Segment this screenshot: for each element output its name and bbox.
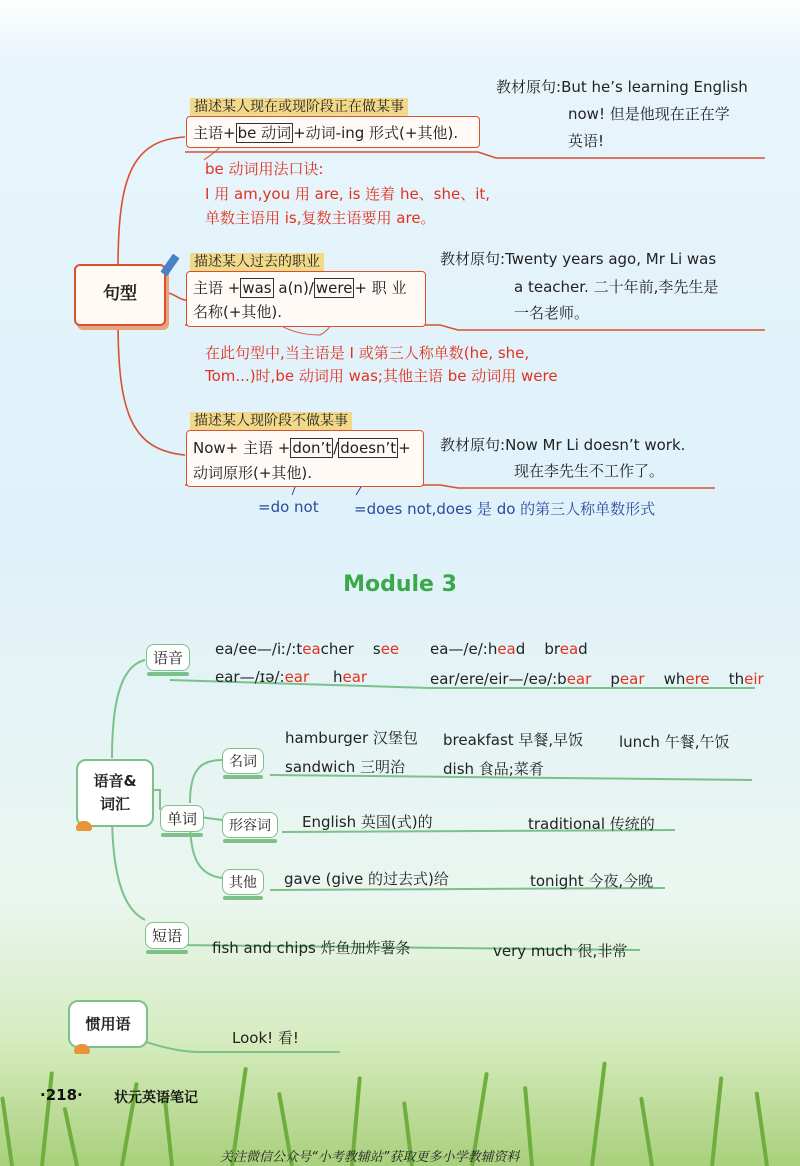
noun-hamburger: hamburger 汉堡包 <box>285 729 418 747</box>
tag-adjectives: 形容词 <box>222 812 278 838</box>
tag-others: 其他 <box>222 869 264 895</box>
page-number: ·218· <box>40 1086 83 1104</box>
pattern-2-orig-line2: a teacher. 二十年前,李先生是 <box>514 278 719 296</box>
node-phonics-vocab-line1: 语音& <box>93 772 137 790</box>
pattern-2-orig: 教材原句:Twenty years ago, Mr Li was <box>440 250 717 268</box>
adj-english: English 英国(式)的 <box>302 813 433 831</box>
node-phonics-vocab-line2: 词汇 <box>99 795 130 813</box>
boxed-were: were <box>315 279 353 297</box>
tag-phonics: 语音 <box>146 644 190 671</box>
pattern-2-note-line1: 在此句型中,当主语是 I 或第三人称单数(he, she, <box>205 344 530 362</box>
phonics-row1-right: ea—/e/:head bread <box>430 640 588 658</box>
tag-nouns: 名词 <box>222 748 264 774</box>
tag-words: 单词 <box>160 805 204 832</box>
pattern-2-formula-line1: 主语 + was a(n)/ were + 职 业 <box>193 279 407 297</box>
pattern-3-note-b: =does not,does 是 do 的第三人称单数形式 <box>354 500 656 518</box>
noun-breakfast: breakfast 早餐,早饭 <box>443 731 584 749</box>
watermark-text: 关注微信公众号“小考教辅站”获取更多小学教辅资料 <box>220 1150 520 1165</box>
boxed-was: was <box>242 279 272 297</box>
pattern-2-orig-line3: 一名老师。 <box>514 304 590 322</box>
tag-phrases: 短语 <box>145 922 189 949</box>
pattern-3-formula-line1: Now+ 主语 + don’t / doesn’t + <box>193 439 411 457</box>
pattern-1-note-line2: I 用 am,you 用 are, is 连着 he、she、it, <box>205 185 491 203</box>
node-idioms-label: 惯用语 <box>85 1015 131 1033</box>
pattern-2-formula-line2: 名称(+其他). <box>193 303 283 321</box>
noun-dish: dish 食品;菜肴 <box>443 760 544 778</box>
node-sentence-patterns <box>74 264 166 326</box>
phrase-very-much: very much 很,非常 <box>493 942 628 960</box>
phrase-fish-and-chips: fish and chips 炸鱼加炸薯条 <box>212 939 411 957</box>
pattern-3-formula-box <box>186 430 424 487</box>
other-gave: gave (give 的过去式)给 <box>284 870 449 888</box>
node-sentence-patterns-label: 句型 <box>103 284 137 304</box>
book-title: 状元英语笔记 <box>114 1090 198 1106</box>
adj-traditional: traditional 传统的 <box>528 815 655 833</box>
pattern-1-orig-line3: 英语! <box>568 132 605 150</box>
pattern-1-orig-line2: now! 但是他现在正在学 <box>568 105 730 123</box>
module-title: Module 3 <box>343 572 457 597</box>
pattern-1-note-line1: be 动词用法口诀: <box>205 160 324 178</box>
pattern-1-header: 描述某人现在或现阶段正在做某事 <box>190 98 408 116</box>
pattern-3-note-a: =do not <box>258 498 319 516</box>
pattern-3-formula-line2: 动词原形(+其他). <box>193 464 313 482</box>
pattern-3-orig: 教材原句:Now Mr Li doesn’t work. <box>440 436 686 454</box>
pattern-2-note-line2: Tom...)时,be 动词用 was;其他主语 be 动词用 were <box>205 367 558 385</box>
pattern-3-orig-line2: 现在李先生不工作了。 <box>514 462 665 480</box>
pattern-1-note-line3: 单数主语用 is,复数主语要用 are。 <box>205 209 436 227</box>
phonics-row1: ea/ee—/iː/:teacher see <box>215 640 400 658</box>
boxed-be-verb: be 动词 <box>237 124 292 142</box>
phonics-row2-right: ear/ere/eir—/eə/:bear pear where their <box>430 670 764 688</box>
boxed-dont: don’t <box>292 439 332 457</box>
pattern-1-formula-box <box>186 116 480 148</box>
noun-sandwich: sandwich 三明治 <box>285 758 405 776</box>
idiom-look: Look! 看! <box>232 1029 299 1047</box>
other-tonight: tonight 今夜,今晚 <box>530 872 654 890</box>
pattern-2-formula-box <box>186 271 426 327</box>
node-phonics-vocab <box>76 759 154 827</box>
pattern-1-formula: 主语+ be 动词 +动词-ing 形式(+其他). <box>193 124 459 142</box>
phonics-row2: ear—/ɪə/:ear hear <box>215 668 368 686</box>
pattern-1-orig: 教材原句:But he’s learning English <box>496 78 748 96</box>
pattern-3-header: 描述某人现阶段不做某事 <box>190 412 352 430</box>
noun-lunch: lunch 午餐,午饭 <box>619 733 730 751</box>
boxed-doesnt: doesn’t <box>340 439 397 457</box>
hamburger-icon <box>76 821 92 831</box>
pattern-2-header: 描述某人过去的职业 <box>190 253 324 271</box>
